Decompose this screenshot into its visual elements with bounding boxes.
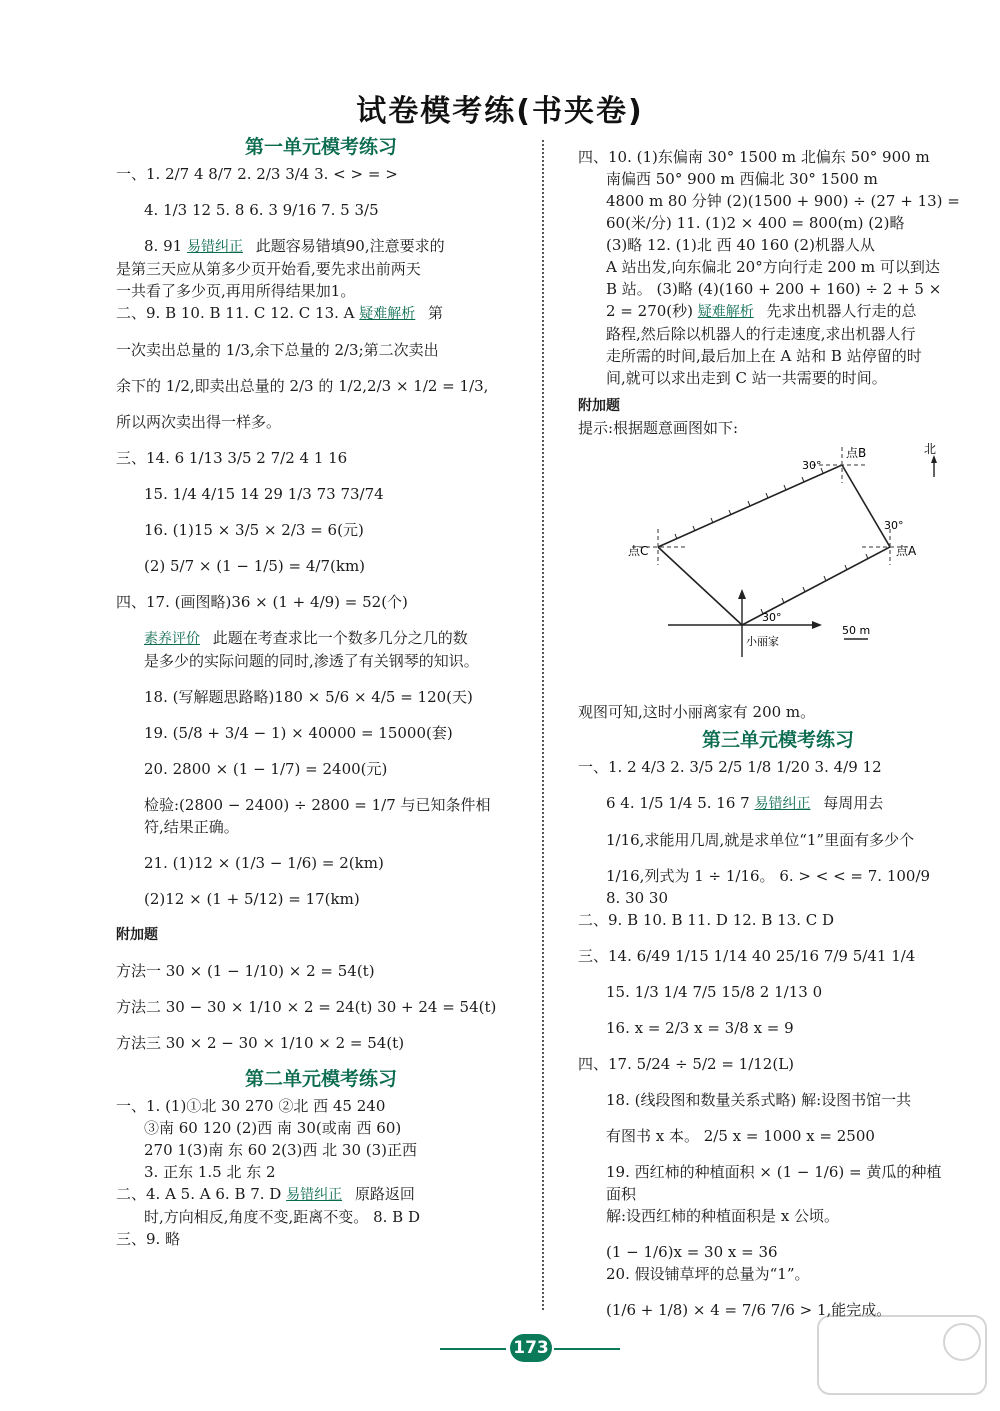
unit1-quality-note: 此题在考查求比一个数多几分之几的数 bbox=[212, 629, 468, 647]
label-point-b: 点B bbox=[846, 446, 867, 460]
watermark-circle bbox=[944, 1324, 980, 1360]
unit1-q8-answer: 8. 91 bbox=[144, 237, 183, 255]
route-diagram bbox=[606, 443, 946, 693]
page-footer bbox=[440, 1330, 620, 1370]
unit1-heading: 第一单元模考练习 bbox=[244, 136, 397, 158]
unit1-more-line: 符,结果正确。 bbox=[144, 818, 239, 836]
unit3-part3-line: 15. 1/3 1/4 7/5 15/8 2 1/13 0 bbox=[606, 983, 823, 1001]
unit2-part4-hard bbox=[578, 300, 978, 323]
unit1-more-line: 20. 2800 × (1 − 1/7) = 2400(元) bbox=[144, 760, 388, 778]
unit2-part2-note2: 时,方向相反,角度不变,距离不变。 8. B D bbox=[144, 1208, 420, 1226]
label-north: 北 bbox=[924, 443, 937, 456]
watermark-logo bbox=[812, 1310, 992, 1400]
unit1-part3-line: (2) 5/7 × (1 − 1/5) = 4/7(km) bbox=[144, 557, 366, 575]
easy-correct-tag: 易错纠正 bbox=[186, 239, 243, 255]
watermark-frame bbox=[818, 1316, 986, 1394]
unit3-part4-line: (1 − 1/6)x = 30 x = 36 bbox=[606, 1243, 778, 1261]
unit3-part3-line: 三、14. 6/49 1/15 1/14 40 25/16 7/9 5/41 1/4 bbox=[578, 947, 916, 965]
unit3-part4-line: 20. 假设铺草坪的总量为“1”。 bbox=[606, 1265, 810, 1283]
unit2-extra-heading: 附加题 bbox=[578, 398, 620, 414]
unit1-extra-heading: 附加题 bbox=[116, 927, 158, 943]
unit1-part2-answers: 二、9. B 10. B 11. C 12. C 13. A bbox=[116, 304, 355, 322]
column-divider bbox=[542, 140, 544, 1310]
unit2-hard-note-line: 路程,然后除以机器人的行走速度,求出机器人行 bbox=[606, 325, 916, 343]
watermark-svg bbox=[812, 1310, 992, 1400]
unit2-part2-answers: 二、4. A 5. A 6. B 7. D bbox=[116, 1185, 282, 1203]
unit3-easy-note-line: 1/16,求能用几周,就是求单位“1”里面有多少个 bbox=[606, 831, 915, 849]
unit1-line: 一、1. 2/7 4 8/7 2. 2/3 3/4 3. < > = > bbox=[116, 165, 398, 183]
unit3-easy-note-line: 8. 30 30 bbox=[606, 889, 669, 907]
unit1-part3-line: 16. (1)15 × 3/5 × 2/3 = 6(元) bbox=[144, 521, 364, 539]
unit2-part4-line: B 站。 (3)略 (4)(160 + 200 + 160) ÷ 2 + 5 × bbox=[606, 280, 942, 298]
unit3-part4-line: 19. 西红柿的种植面积 × (1 − 1/6) = 黄瓜的种植 bbox=[606, 1163, 942, 1181]
unit2-line: ③南 60 120 (2)西 南 30(或南 西 60) bbox=[144, 1119, 402, 1137]
route-diagram-svg bbox=[606, 443, 946, 693]
unit1-part3-line: 15. 1/4 4/15 14 29 1/3 73 73/74 bbox=[144, 485, 384, 503]
unit1-part2 bbox=[116, 302, 526, 325]
home-north-arrow bbox=[738, 589, 746, 599]
unit1-q8-note: 此题容易错填90,注意要求的 bbox=[255, 237, 445, 255]
footer-line-left bbox=[440, 1348, 506, 1350]
unit1-quality bbox=[116, 627, 526, 650]
unit2-part4-line: 4800 m 80 分钟 (2)(1500 + 900) ÷ (27 + 13) = bbox=[606, 192, 960, 210]
left-column bbox=[116, 130, 526, 1250]
unit2-line: 一、1. (1)①北 30 270 ②北 西 45 240 bbox=[116, 1097, 386, 1115]
easy-correct-tag: 易错纠正 bbox=[754, 796, 811, 812]
unit2-part4-line: 四、10. (1)东偏南 30° 1500 m 北偏东 50° 900 m bbox=[578, 148, 930, 166]
direction-guides bbox=[632, 447, 912, 565]
unit1-more-line: (2)12 × (1 + 5/12) = 17(km) bbox=[144, 890, 360, 908]
unit3-part4-line: 解:设西红柿的种植面积是 x 公顷。 bbox=[606, 1207, 840, 1225]
unit3-part4-line: 有图书 x 本。 2/5 x = 1000 x = 2500 bbox=[606, 1127, 875, 1145]
unit2-part4-line: 南偏西 50° 900 m 西偏北 30° 1500 m bbox=[606, 170, 878, 188]
unit2-part3: 三、9. 略 bbox=[116, 1230, 181, 1248]
unit2-part2 bbox=[116, 1183, 526, 1206]
unit3-part4-line: 18. (线段图和数量关系式略) 解:设图书馆一共 bbox=[606, 1091, 912, 1109]
unit1-line: 4. 1/3 12 5. 8 6. 3 9/16 7. 5 3/5 bbox=[144, 201, 379, 219]
unit3-line: 一、1. 2 4/3 2. 3/5 2/5 1/8 1/20 3. 4/9 12 bbox=[578, 758, 882, 776]
unit1-q8 bbox=[116, 235, 526, 258]
unit1-part2-note: 余下的 1/2,即卖出总量的 2/3 的 1/2,2/3 × 1/2 = 1/3, bbox=[116, 377, 489, 395]
page-title: 试卷模考练(书夹卷) bbox=[356, 94, 644, 129]
unit1-method: 方法二 30 − 30 × 1/10 × 2 = 24(t) 30 + 24 = 54(t) bbox=[116, 998, 497, 1016]
unit1-more-line: 19. (5/8 + 3/4 − 1) × 40000 = 15000(套) bbox=[144, 724, 453, 742]
unit1-q8-note2: 是第三天应从第多少页开始看,要先求出前两天 bbox=[116, 260, 421, 278]
unit3-easy-note: 每周用去 bbox=[823, 794, 884, 812]
unit3-easy-note-line: 1/16,列式为 1 ÷ 1/16。 6. > < < = 7. 100/9 bbox=[606, 867, 931, 885]
route-home-to-c bbox=[658, 547, 742, 625]
unit2-line: 3. 正东 1.5 北 东 2 bbox=[144, 1163, 276, 1181]
unit1-method: 方法三 30 × 2 − 30 × 1/10 × 2 = 54(t) bbox=[116, 1034, 405, 1052]
hard-analysis-tag: 疑难解析 bbox=[359, 306, 416, 322]
label-home: 小丽家 bbox=[746, 635, 779, 648]
unit1-part2-note: 一次卖出总量的 1/3,余下总量的 2/3;第二次卖出 bbox=[116, 341, 439, 359]
unit2-part4-line: A 站出发,向东偏北 20°方向行走 200 m 可以到达 bbox=[606, 258, 940, 276]
home-east-arrow bbox=[812, 621, 822, 629]
unit1-part2-note: 所以两次卖出得一样多。 bbox=[116, 413, 282, 431]
unit3-line: 6 4. 1/5 1/4 5. 16 7 bbox=[606, 794, 750, 812]
unit2-hard-note: 先求出机器人行走的总 bbox=[766, 302, 917, 320]
unit3-heading: 第三单元模考练习 bbox=[701, 729, 854, 751]
unit2-part2-note: 原路返回 bbox=[354, 1185, 415, 1203]
unit1-more-line: 18. (写解题思路略)180 × 5/6 × 4/5 = 120(天) bbox=[144, 688, 473, 706]
unit3-part2: 二、9. B 10. B 11. D 12. B 13. C D bbox=[578, 911, 835, 929]
label-angle: 30° bbox=[762, 611, 782, 624]
unit2-hard-note-line: 间,就可以求出走到 C 站一共需要的时间。 bbox=[606, 369, 887, 387]
unit1-method: 方法一 30 × (1 − 1/10) × 2 = 54(t) bbox=[116, 962, 375, 980]
unit3-part3-line: 16. x = 2/3 x = 3/8 x = 9 bbox=[606, 1019, 794, 1037]
unit3-easy bbox=[578, 792, 978, 815]
scale-ticks bbox=[675, 468, 868, 614]
unit2-heading: 第二单元模考练习 bbox=[244, 1068, 397, 1090]
page-number: 173 bbox=[510, 1334, 552, 1362]
unit1-part2-note-a: 第 bbox=[428, 304, 444, 322]
label-angle: 30° bbox=[802, 459, 822, 472]
unit2-hard-note-line: 走所需的时间,最后加上在 A 站和 B 站停留的时 bbox=[606, 347, 922, 365]
unit3-part4-line: 面积 bbox=[606, 1185, 637, 1203]
unit3-part4-line: (1/6 + 1/8) × 4 = 7/6 7/6 > 1,能完成。 bbox=[606, 1301, 892, 1319]
unit1-q8-note3: 一共看了多少页,再用所得结果加1。 bbox=[116, 282, 356, 300]
label-point-c: 点C bbox=[628, 544, 649, 558]
unit2-conclusion: 观图可知,这时小丽离家有 200 m。 bbox=[578, 703, 816, 721]
unit2-hint: 提示:根据题意画图如下: bbox=[578, 419, 739, 437]
quality-tag: 素养评价 bbox=[144, 631, 200, 647]
unit1-part4-line: 四、17. (画图略)36 × (1 + 4/9) = 52(个) bbox=[116, 593, 408, 611]
footer-line-right bbox=[554, 1348, 620, 1350]
right-column bbox=[578, 130, 978, 1321]
hard-analysis-tag: 疑难解析 bbox=[697, 304, 754, 320]
label-scale: 50 m bbox=[842, 624, 871, 637]
label-point-a: 点A bbox=[896, 544, 917, 558]
label-angle: 30° bbox=[884, 519, 904, 532]
unit2-line: 270 1(3)南 东 60 2(3)西 北 30 (3)正西 bbox=[144, 1141, 418, 1159]
unit2-part4-line: 2 = 270(秒) bbox=[606, 302, 693, 320]
unit1-more-line: 21. (1)12 × (1/3 − 1/6) = 2(km) bbox=[144, 854, 384, 872]
unit1-part3-line: 三、14. 6 1/13 3/5 2 7/2 4 1 16 bbox=[116, 449, 348, 467]
route-b-to-a bbox=[842, 465, 890, 547]
unit1-more-line: 检验:(2800 − 2400) ÷ 2800 = 1/7 与已知条件相 bbox=[144, 796, 491, 814]
unit3-part4-line: 四、17. 5/24 ÷ 5/2 = 1/12(L) bbox=[578, 1055, 795, 1073]
easy-correct-tag: 易错纠正 bbox=[286, 1187, 343, 1203]
north-indicator-arrow bbox=[931, 455, 937, 463]
unit1-quality-note2: 是多少的实际问题的同时,渗透了有关钢琴的知识。 bbox=[144, 652, 479, 670]
unit2-part4-line: 60(米/分) 11. (1)2 × 400 = 800(m) (2)略 bbox=[606, 214, 905, 232]
unit2-part4-line: (3)略 12. (1)北 西 40 160 (2)机器人从 bbox=[606, 236, 875, 254]
